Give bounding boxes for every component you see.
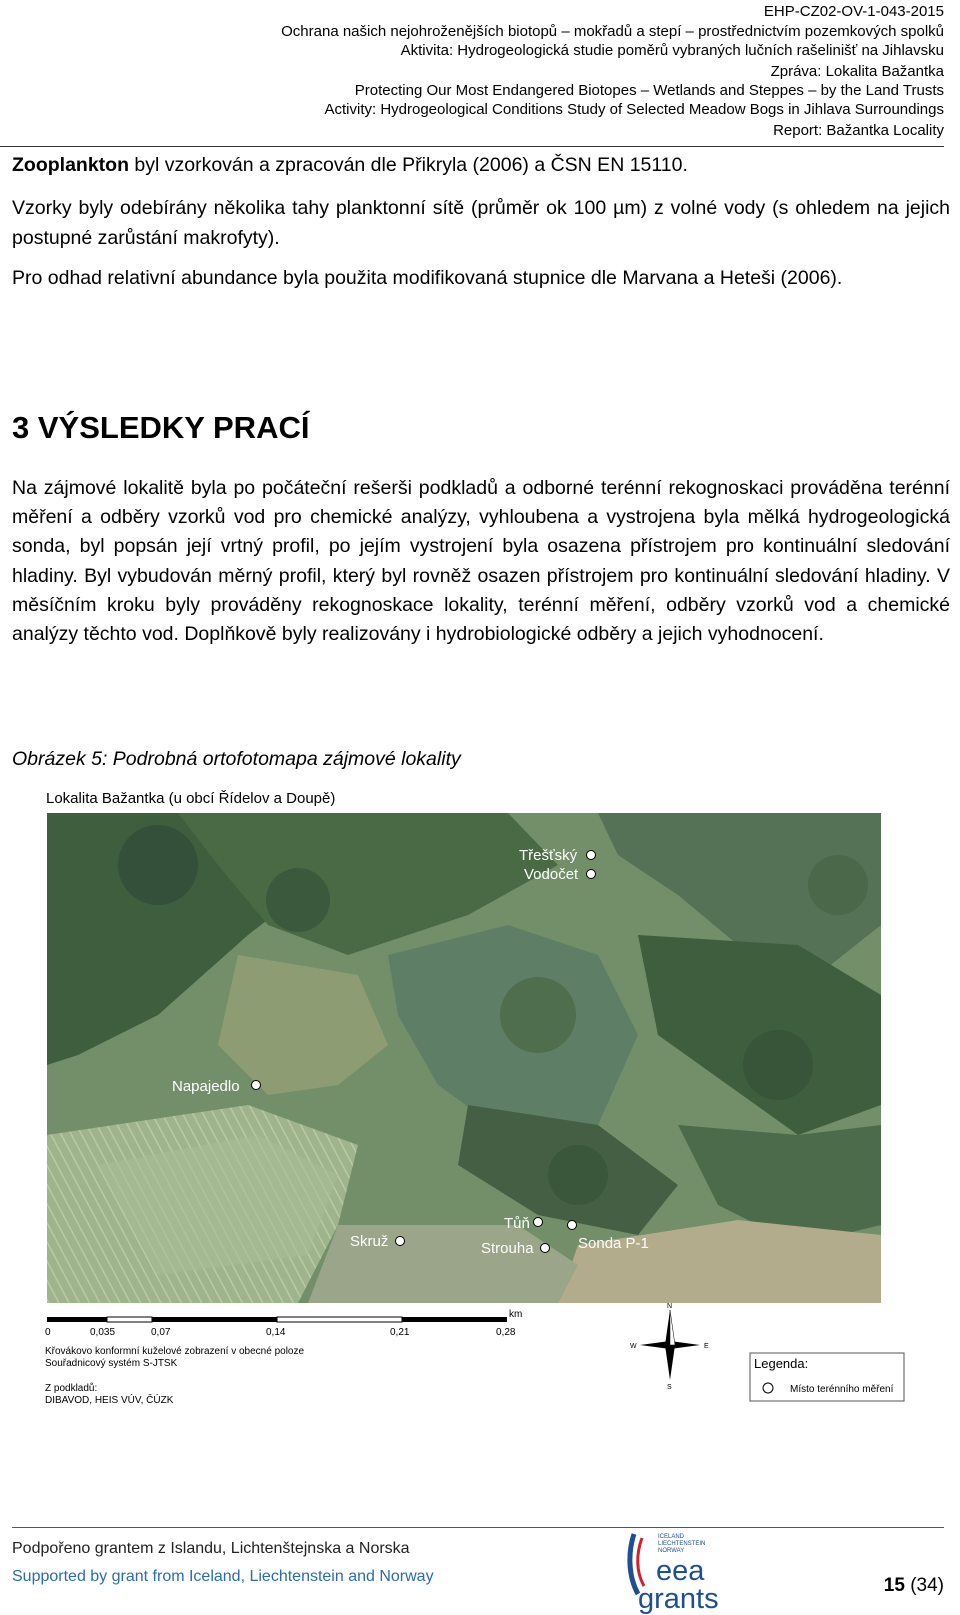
header-activity-cz: Aktivita: Hydrogeologická studie poměrů vybraných lučních rašelinišť na Jihlavsku bbox=[400, 42, 944, 59]
compass-s: S bbox=[667, 1384, 672, 1391]
header-report-cz: Zpráva: Lokalita Bažantka bbox=[770, 63, 944, 80]
scale-unit: km bbox=[509, 1309, 523, 1320]
aerial-photo bbox=[47, 813, 881, 1303]
label-skruz: Skruž bbox=[350, 1233, 389, 1250]
figure-caption: Obrázek 5: Podrobná ortofotomapa zájmové lokality bbox=[12, 748, 461, 770]
scale-tick-0: 0 bbox=[45, 1327, 51, 1338]
footer-support-cz: Podpořeno grantem z Islandu, Lichtenštejnska a Norska bbox=[12, 1540, 410, 1557]
point-napajedlo bbox=[252, 1081, 261, 1090]
logo-country-2: LIECHTENSTEIN bbox=[658, 1541, 706, 1547]
legend-point-icon bbox=[763, 1383, 773, 1393]
scale-tick-5: 0,28 bbox=[496, 1327, 516, 1338]
zooplankton-term: Zooplankton bbox=[12, 154, 129, 176]
map-title: Lokalita Bažantka (u obcí Řídelov a Doupě) bbox=[46, 790, 336, 807]
label-vodocet: Vodočet bbox=[524, 866, 579, 883]
paragraph-results: Na zájmové lokalitě byla po počáteční rešerši podkladů a odborné terénní rekognoskaci prováděna terénní měření a odběry vzorků vod pro chemické analýzy, vyhloubena a vystrojena byla mělká hydrogeologická sonda, byl popsán její vrtný profil, po jejím vystrojení byla osazena přístrojem pro kontinuální sledování hladiny. Byl vybudován měrný profil, který byl rovněž osazen přístrojem pro kontinuální sledování hladiny. V měsíčním kroku byly prováděny rekognoskace lokality, terénní měření, odběry vzorků vod a chemické analýzy těchto vod. Doplňkově byly realizovány i hydrobiologické odběry a jejich vyhodnocení. bbox=[12, 477, 950, 646]
scale-tick-1: 0,035 bbox=[90, 1327, 116, 1338]
logo-word-eea: eea bbox=[656, 1555, 705, 1587]
north-arrow-icon bbox=[630, 1303, 709, 1391]
header-report-en: Report: Bažantka Locality bbox=[773, 122, 944, 139]
footer-rule bbox=[12, 1527, 944, 1528]
scale-tick-2: 0,07 bbox=[151, 1327, 171, 1338]
section-heading: 3 VÝSLEDKY PRACÍ bbox=[12, 410, 310, 445]
paragraph-samples: Vzorky byly odebírány několika tahy planktonní sítě (průměr ok 100 µm) z volné vody (s ohledem na jejich postupné zarůstání makrofyty). bbox=[12, 197, 950, 249]
logo-country-1: ICELAND bbox=[658, 1534, 685, 1540]
legend-title: Legenda: bbox=[754, 1356, 809, 1371]
projection-line-1: Křovákovo konformní kuželové zobrazení v obecné poloze bbox=[45, 1346, 305, 1357]
doc-id: EHP-CZ02-OV-1-043-2015 bbox=[763, 3, 944, 20]
point-tresky bbox=[587, 851, 596, 860]
footer-support-en: Supported by grant from Iceland, Liechtenstein and Norway bbox=[12, 1568, 434, 1585]
page-total: (34) bbox=[910, 1575, 944, 1596]
zooplankton-text: byl vzorkován a zpracován dle Přikryla (2006) a ČSN EN 15110. bbox=[128, 154, 688, 176]
page-number bbox=[884, 1575, 944, 1597]
compass-n: N bbox=[667, 1303, 673, 1310]
header-rule bbox=[0, 146, 944, 147]
label-sonda: Sonda P-1 bbox=[578, 1235, 649, 1252]
scale-tick-4: 0,21 bbox=[390, 1327, 410, 1338]
legend-item: Místo terénního měření bbox=[790, 1384, 894, 1395]
header-program-en: Protecting Our Most Endangered Biotopes – Wetlands and Steppes – by the Land Trusts bbox=[354, 82, 944, 99]
compass-e: E bbox=[704, 1343, 709, 1350]
point-sonda bbox=[568, 1221, 577, 1230]
point-vodocet bbox=[587, 870, 596, 879]
point-strouha bbox=[541, 1244, 550, 1253]
logo-word-grants: grants bbox=[638, 1583, 719, 1615]
paragraph-zooplankton bbox=[12, 150, 950, 180]
projection-line-2: Souřadnicový systém S-JTSK bbox=[45, 1358, 178, 1369]
scale-tick-3: 0,14 bbox=[266, 1327, 286, 1338]
map-legend bbox=[750, 1353, 904, 1401]
source-text: DIBAVOD, HEIS VÚV, ČÚZK bbox=[45, 1395, 174, 1406]
source-label: Z podkladů: bbox=[45, 1383, 98, 1394]
compass-w: W bbox=[630, 1343, 637, 1350]
label-napajedlo: Napajedlo bbox=[172, 1078, 240, 1095]
label-tresky: Třešťský bbox=[519, 847, 578, 864]
paragraph-abundance: Pro odhad relativní abundance byla použita modifikovaná stupnice dle Marvana a Heteši (2006). bbox=[12, 267, 843, 289]
point-tun bbox=[534, 1218, 543, 1227]
label-strouha: Strouha bbox=[481, 1240, 534, 1257]
header-program-cz: Ochrana našich nejohroženějších biotopů – mokřadů a stepí – prostřednictvím pozemkových spolků bbox=[281, 23, 944, 40]
header-activity-en: Activity: Hydrogeological Conditions Study of Selected Meadow Bogs in Jihlava Surroundings bbox=[324, 101, 944, 118]
page-current: 15 bbox=[883, 1575, 905, 1596]
label-tun: Tůň bbox=[504, 1215, 530, 1232]
scale-bar bbox=[45, 1309, 522, 1406]
eea-grants-logo bbox=[628, 1528, 738, 1615]
point-skruz bbox=[396, 1237, 405, 1246]
logo-country-3: NORWAY bbox=[658, 1548, 685, 1554]
orthophoto-map bbox=[38, 790, 923, 1455]
